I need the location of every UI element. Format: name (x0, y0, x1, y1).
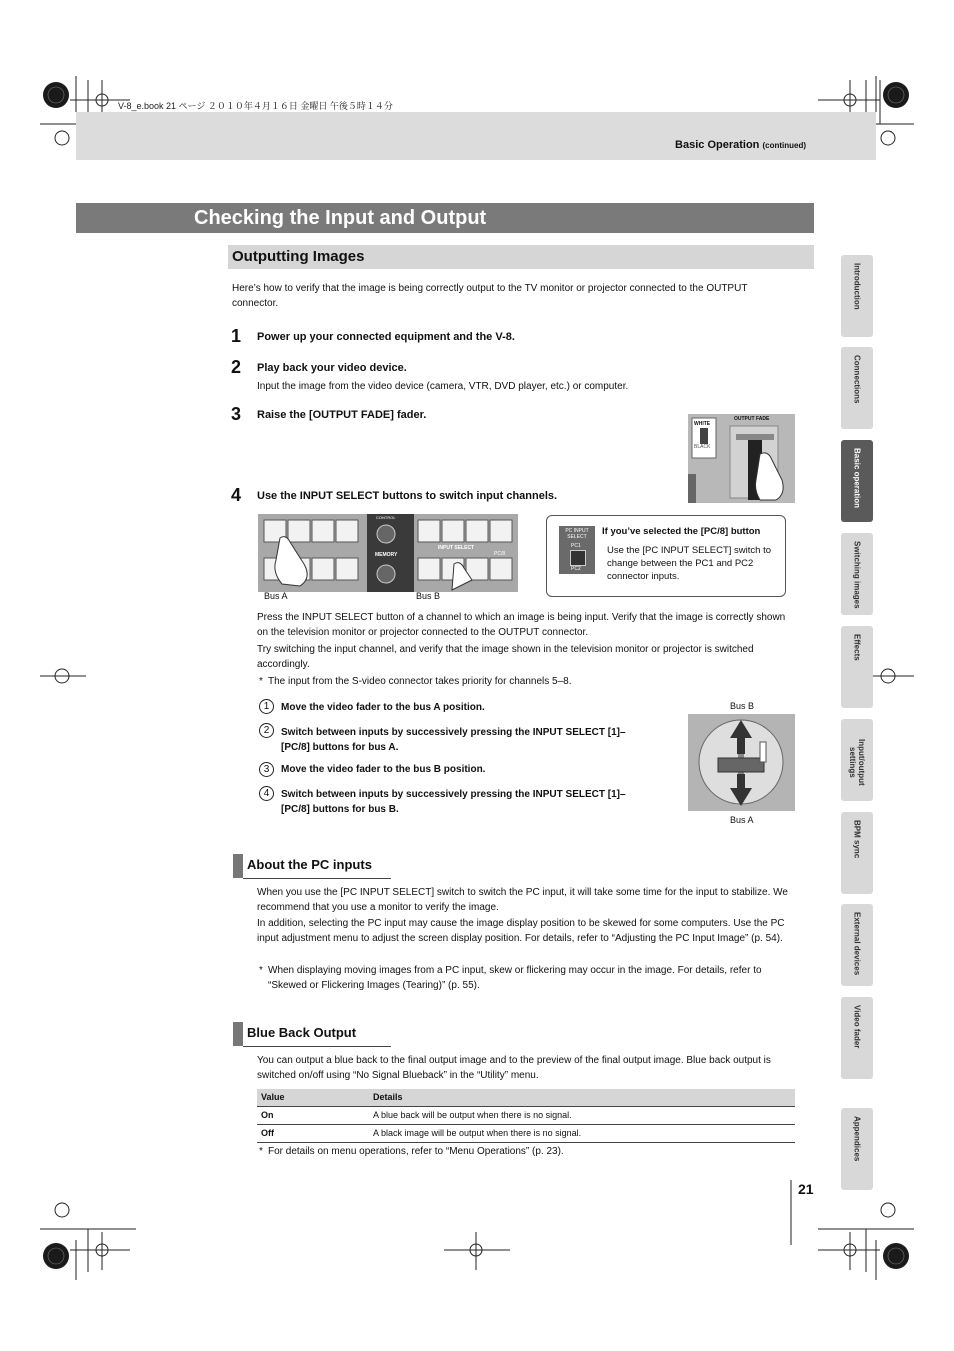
substep-number: 2 (259, 723, 274, 738)
pc8-label: PC/8 (494, 551, 506, 557)
tab-basic-operation[interactable] (841, 440, 873, 522)
tab-label: Switching images (852, 541, 862, 609)
pc-inputs-paragraph: When you use the [PC INPUT SELECT] switch to switch the PC input, it will take some time for the input to stabilize. We recommend that you use a monitor to verify the image. (257, 887, 788, 913)
output-fade-drawing (688, 414, 795, 503)
running-head-title: Basic Operation (675, 139, 760, 151)
video-fader-drawing (688, 714, 795, 811)
page-title: Checking the Input and Output (194, 207, 487, 229)
bus-b-label: Bus B (416, 591, 441, 601)
pc-inputs-paragraph: In addition, selecting the PC input may cause the image display position to be skewed for some computers. Use the PC input adjustment menu to adjust the screen display position. For details, refer to “Adjusting the PC Input Image” (p. 54). (257, 918, 785, 944)
page-title-bar (76, 203, 814, 233)
subsection-marker (233, 1022, 243, 1046)
tab-connections[interactable] (841, 347, 873, 429)
pc2-label: PC2 (571, 566, 581, 572)
video-fader-illustration (688, 714, 795, 811)
pc-inputs-note: When displaying moving images from a PC input, skew or flickering may occur in the image. For details, refer to “Skewed or Flickering Images (Tearing)” (p. 55). (268, 965, 762, 991)
book-info: V-8_e.book 21 ページ ２０１０年４月１６日 金曜日 午後５時１４分 (118, 101, 393, 111)
pc1-label: PC1 (571, 543, 581, 549)
section-header (228, 245, 814, 269)
output-fade-label: OUTPUT FADE (734, 416, 770, 422)
substep-number: 1 (259, 699, 274, 714)
pc8-callout (546, 515, 786, 597)
tab-video-fader[interactable] (841, 997, 873, 1079)
output-fade-illustration (688, 414, 795, 503)
running-head (675, 139, 806, 151)
pc-inputs-heading: About the PC inputs (247, 857, 372, 872)
fader-bus-b-label: Bus B (730, 701, 755, 711)
substep-text: Switch between inputs by successively pressing the INPUT SELECT [1]–[PC/8] buttons for bus B. (281, 789, 626, 815)
tab-external-devices[interactable] (841, 904, 873, 986)
table-cell-value: On (261, 1110, 274, 1120)
tab-effects[interactable] (841, 626, 873, 708)
subsection-marker (233, 854, 243, 878)
instruction-paragraph: Try switching the input channel, and verify that the image shown in the television monitor or projector is switched accordingly. (257, 644, 754, 670)
step-number: 3 (231, 404, 242, 424)
tab-label: Appendices (852, 1116, 862, 1162)
step-text: Play back your video device. (257, 362, 407, 374)
tab-appendices[interactable] (841, 1108, 873, 1190)
note-mark: * (259, 676, 263, 687)
input-select-label: INPUT SELECT (438, 545, 475, 551)
tab-label: External devices (852, 912, 862, 976)
note-mark: * (259, 965, 263, 976)
blue-back-heading: Blue Back Output (247, 1025, 357, 1040)
step-number: 2 (231, 357, 242, 377)
footnote: The input from the S-video connector takes priority for channels 5–8. (268, 676, 572, 687)
substep-text: Move the video fader to the bus A position. (281, 702, 485, 713)
tab-label: Effects (852, 634, 862, 661)
tab-label: BPM sync (852, 820, 862, 859)
memory-label: MEMORY (375, 552, 398, 558)
callout-body: Use the [PC INPUT SELECT] switch to change between the PC1 and PC2 connector inputs. (607, 545, 772, 582)
tab-label: Introduction (852, 263, 862, 310)
tab-bpm-sync[interactable] (841, 812, 873, 894)
callout-title: If you’ve selected the [PC/8] button (602, 526, 761, 537)
pc-input-select-switch (559, 526, 595, 574)
note-mark: * (259, 1146, 263, 1157)
table-header-details: Details (373, 1092, 403, 1102)
input-select-illustration (258, 514, 518, 592)
running-head-suffix: (continued) (762, 141, 806, 150)
tab-label: Video fader (852, 1005, 862, 1049)
page-number: 21 (798, 1181, 814, 1197)
tab-label: Input/output settings (848, 738, 866, 786)
step-detail: Input the image from the video device (camera, VTR, DVD player, etc.) or computer. (257, 381, 629, 392)
intro-text: Here’s how to verify that the image is being correctly output to the TV monitor or projector connected to the OUTPUT connector. (232, 283, 748, 309)
tab-input-output-settings[interactable] (841, 719, 873, 801)
substep-number: 4 (259, 786, 274, 801)
black-label: BLACK (694, 444, 711, 450)
step-number: 4 (231, 485, 242, 505)
pc-input-select-label: PC INPUT SELECT (565, 528, 589, 540)
step-text: Raise the [OUTPUT FADE] fader. (257, 409, 427, 421)
tab-introduction[interactable] (841, 255, 873, 337)
table-header-row (257, 1089, 795, 1107)
table-cell-details: A blue back will be output when there is no signal. (373, 1110, 572, 1120)
table-row (257, 1125, 795, 1143)
tab-label: Connections (852, 355, 862, 404)
step-text: Power up your connected equipment and the V-8. (257, 331, 515, 343)
header-band (76, 112, 876, 160)
control-label: CONTROL (376, 515, 396, 520)
instruction-paragraph: Press the INPUT SELECT button of a channel to which an image is being input. Verify that the image is correctly shown on the television monitor or projector connected to the OUTPUT connector. (257, 612, 786, 638)
blue-back-table (257, 1089, 795, 1143)
subsection-underline (243, 878, 391, 879)
substep-number: 3 (259, 762, 274, 777)
substep-text: Switch between inputs by successively pressing the INPUT SELECT [1]–[PC/8] buttons for bus A. (281, 727, 626, 753)
table-cell-value: Off (261, 1128, 274, 1138)
section-title: Outputting Images (232, 248, 365, 265)
step-number: 1 (231, 326, 242, 346)
tab-switching-images[interactable] (841, 533, 873, 615)
fader-bus-a-label: Bus A (730, 815, 754, 825)
blue-back-note: For details on menu operations, refer to “Menu Operations” (p. 23). (268, 1146, 564, 1157)
white-label: WHITE (694, 421, 711, 427)
substep-text: Move the video fader to the bus B position. (281, 764, 486, 775)
table-header-value: Value (261, 1092, 285, 1102)
blue-back-paragraph: You can output a blue back to the final output image and to the preview of the final output image. Blue back output is switched on/off using “No Signal Blueback” in the “Utility” menu. (257, 1055, 771, 1081)
table-cell-details: A black image will be output when there is no signal. (373, 1128, 582, 1138)
switch-slot (570, 550, 586, 566)
bus-a-label: Bus A (264, 591, 288, 601)
table-row (257, 1107, 795, 1125)
step-text: Use the INPUT SELECT buttons to switch input channels. (257, 490, 558, 502)
tab-label: Basic operation (852, 448, 862, 509)
subsection-underline (243, 1046, 391, 1047)
